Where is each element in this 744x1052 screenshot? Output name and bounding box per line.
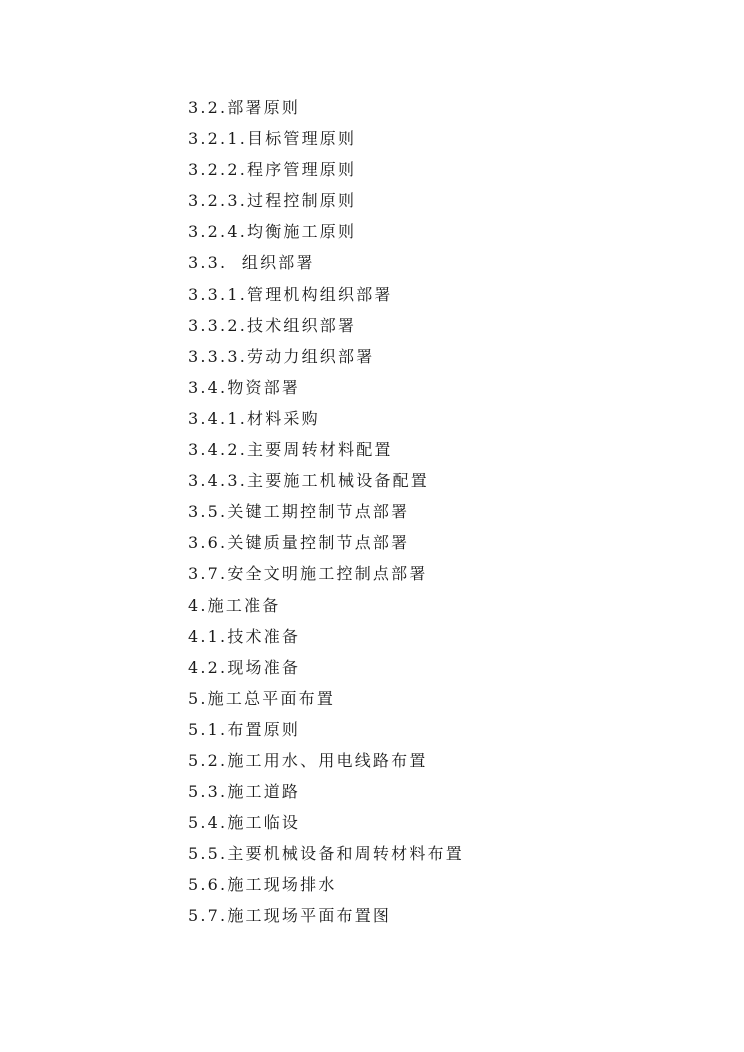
toc-entry: 3.3.3.劳动力组织部署 xyxy=(188,346,375,366)
toc-entry: 3.2.部署原则 xyxy=(188,98,301,117)
toc-entry: 3.7.安全文明施工控制点部署 xyxy=(188,564,428,584)
toc-entry: 3.5.关键工期控制节点部署 xyxy=(188,502,410,522)
toc-entry: 3.3.2.技术组织部署 xyxy=(188,315,357,335)
toc-entry: 5.2.施工用水、用电线路布置 xyxy=(188,750,428,770)
toc-entry: 3.3.1.管理机构组织部署 xyxy=(188,284,393,304)
toc-entry: 3.2.1.目标管理原则 xyxy=(188,129,357,149)
toc-entry: 3.2.3.过程控制原则 xyxy=(188,191,357,211)
toc-entry: 5.7.施工现场平面布置图 xyxy=(188,906,392,926)
table-of-contents xyxy=(188,92,464,932)
toc-entry: 5.6.施工现场排水 xyxy=(188,875,337,895)
toc-entry: 4.施工准备 xyxy=(188,595,281,615)
toc-entry: 3.4.1.材料采购 xyxy=(188,408,320,428)
toc-entry: 3.6.关键质量控制节点部署 xyxy=(188,533,410,553)
toc-entry: 5.施工总平面布置 xyxy=(188,688,336,708)
toc-entry: 4.1.技术准备 xyxy=(188,626,301,646)
toc-entry: 5.3.施工道路 xyxy=(188,782,301,802)
toc-entry: 3.2.2.程序管理原则 xyxy=(188,160,357,180)
toc-entry: 3.2.4.均衡施工原则 xyxy=(188,222,357,242)
toc-entry: 4.2.现场准备 xyxy=(188,657,301,677)
toc-entry: 3.4.2.主要周转材料配置 xyxy=(188,440,393,460)
toc-entry: 3.4.3.主要施工机械设备配置 xyxy=(188,471,429,491)
toc-entry: 3.4.物资部署 xyxy=(188,377,301,397)
toc-entry: 5.5.主要机械设备和周转材料布置 xyxy=(188,844,464,864)
toc-entry: 5.4.施工临设 xyxy=(188,813,301,833)
toc-entry: 5.1.布置原则 xyxy=(188,719,301,739)
toc-entry: 3.3. 组织部署 xyxy=(188,253,315,273)
